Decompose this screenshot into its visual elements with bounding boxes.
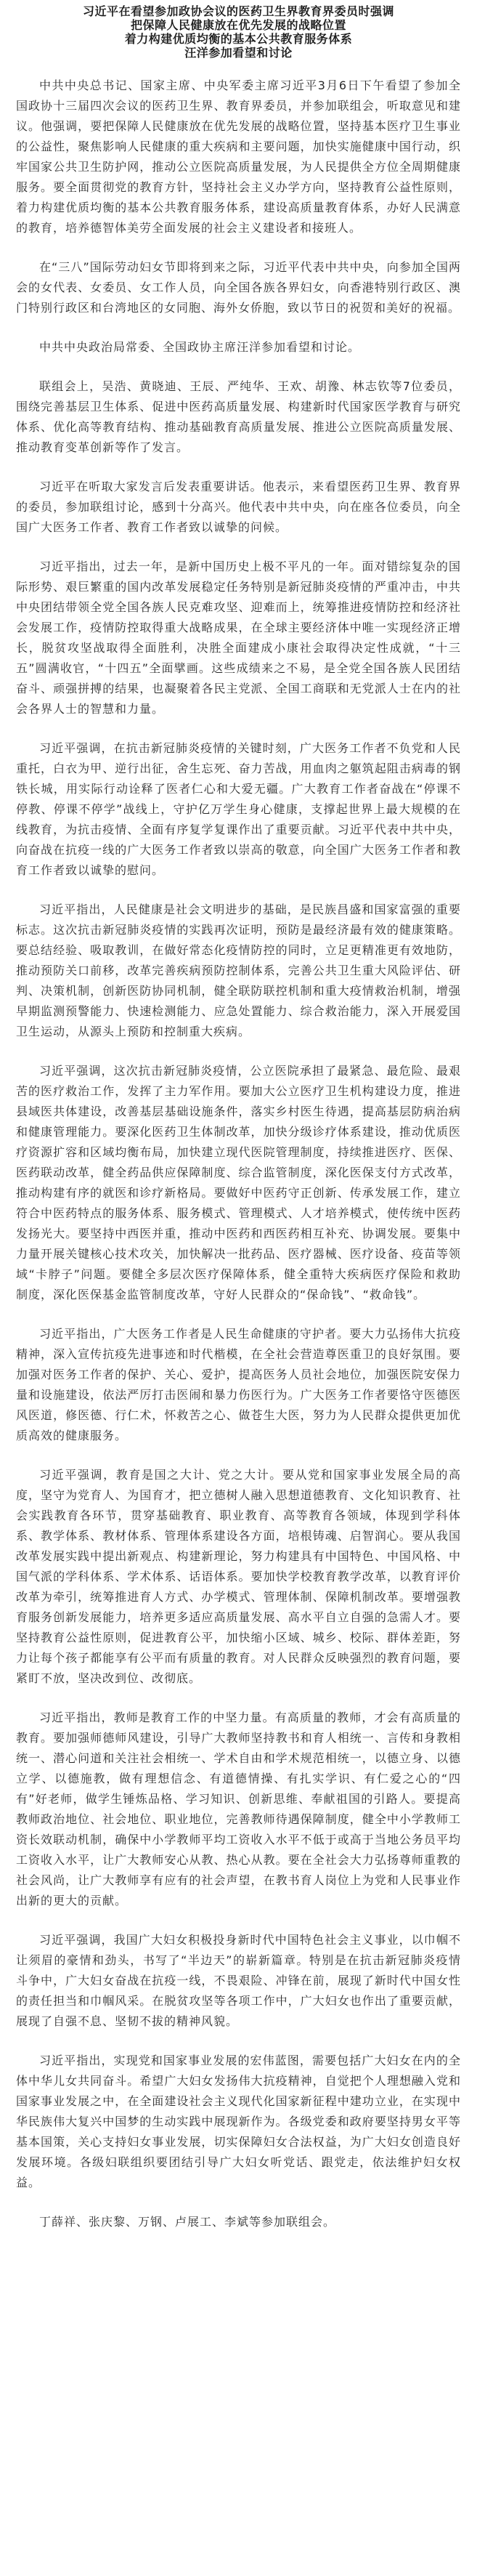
- womens-day-greeting-paragraph: 在“三八”国际劳动妇女节即将到来之际，习近平代表中共中央，向参加全国两会的女代表、女委员、女工作人员，向全国各族各界妇女，向香港特别行政区、澳门特别行政区和台湾地区的女同胞、海外女侨胞，致以节日的祝贺和美好的祝福。: [16, 260, 461, 315]
- article-body: [16, 76, 461, 2232]
- article-headline: [16, 4, 461, 60]
- speakers-paragraph: 联组会上，吴浩、黄晓迪、王辰、严纯华、王欢、胡豫、林志钦等7位委员，围绕完善基层卫生体系、促进中医药高质量发展、构建新时代国家医学教育与研究体系、优化高等教育结构、推动基础教育高质量发展、推进公立医院高质量发展、推动教育变革创新等作了发言。: [16, 379, 461, 454]
- headline-subtitle-health: 把保障人民健康放在优先发展的战略位置: [130, 18, 346, 32]
- headline-subtitle-attendance: 汪洋参加看望和讨论: [184, 46, 293, 60]
- headline-subtitle-education: 着力构建优质均衡的基本公共教育服务体系: [124, 32, 353, 46]
- women-development-paragraph: 习近平指出，实现党和国家事业发展的宏伟蓝图，需要包括广大妇女在内的全体中华儿女共同奋斗。希望广大妇女发扬伟大抗疫精神，自觉把个人理想融入党和国家事业发展之中，在全面建设社会主义现代化国家新征程中建功立业，在实现中华民族伟大复兴中国梦的生动实践中展现新作为。各级党委和政府要坚持男女平等基本国策，关心支持妇女事业发展，切实保障妇女合法权益，为广大妇女创造良好发展环境。各级妇联组织要团结引导广大妇女听党话、跟党走，依法维护妇女权益。: [16, 2054, 461, 2189]
- public-hospitals-reform-paragraph: 习近平强调，这次抗击新冠肺炎疫情，公立医院承担了最紧急、最危险、最艰苦的医疗救治工作，发挥了主力军作用。要加大公立医疗卫生机构建设力度，推进县域医共体建设，改善基层基础设施条件，落实乡村医生待遇，提高基层防病治病和健康管理能力。要深化医药卫生体制改革，加快分级诊疗体系建设，推动优质医疗资源扩容和区域均衡布局，加快建立现代医院管理制度，持续推进医疗、医保、医药联动改革，健全药品供应保障制度、综合监管制度，深化医保支付方式改革，推动构建有序的就医和诊疗新格局。要做好中医药守正创新、传承发展工作，建立符合中医药特点的服务体系、服务模式、管理模式、人才培养模式，使传统中医药发扬光大。要坚持中西医并重，推动中医药和西医药相互补充、协调发展。要集中力量开展关键核心技术攻关，加快解决一批药品、医疗器械、医疗设备、疫苗等领域“卡脖子”问题。要健全多层次医疗保障体系，健全重特大疾病医疗保险和救助制度，深化医保基金监管制度改革，守好人民群众的“保命钱”、“救命钱”。: [16, 1064, 461, 1301]
- headline-main: 习近平在看望参加政协会议的医药卫生界教育界委员时强调: [82, 4, 394, 18]
- teachers-paragraph: 习近平指出，教师是教育工作的中坚力量。有高质量的教师，才会有高质量的教育。要加强师德师风建设，引导广大教师坚持教书和育人相统一、言传和身教相统一、潜心问道和关注社会相统一、学术自由和学术规范相统一，以德立身、以德立学、以德施教，做有理想信念、有道德情操、有扎实学识、有仁爱之心的“四有”好老师，做学生锤炼品格、学习知识、创新思维、奉献祖国的引路人。要提高教师政治地位、社会地位、职业地位，完善教师待遇保障制度，健全中小学教师工资长效联动机制，确保中小学教师平均工资收入水平不低于或高于当地公务员平均工资收入水平，让广大教师安心从教、热心从教。要在全社会大力弘扬尊师重教的社会风尚，让广大教师享有应有的社会声望，在教书育人岗位上为党和人民事业作出新的更大的贡献。: [16, 1711, 461, 1907]
- pandemic-tribute-paragraph: 习近平强调，在抗击新冠肺炎疫情的关键时刻，广大医务工作者不负党和人民重托，白衣为甲、逆行出征，舍生忘死、奋力苦战，用血肉之躯筑起阻击病毒的钢铁长城，用实际行动诠释了医者仁心和大爱无疆。广大教育工作者奋战在“停课不停教、停课不停学”战线上，守护亿万学生身心健康，支撑起世界上最大规模的在线教育，为抗击疫情、全面有序复学复课作出了重要贡献。习近平代表中共中央，向奋战在抗疫一线的广大医务工作者致以崇高的敬意，向全国广大医务工作者和教育工作者致以诚挚的慰问。: [16, 741, 461, 877]
- closing-attendees-paragraph: 丁薛祥、张庆黎、万钢、卢展工、李斌等参加联组会。: [39, 2215, 336, 2229]
- speech-opening-paragraph: 习近平在听取大家发言后发表重要讲话。他表示，来看望医药卫生界、教育界的委员，参加联组讨论，感到十分高兴。他代表中共中央，向在座各位委员，向全国广大医务工作者、教育工作者致以诚挚的问候。: [16, 480, 461, 534]
- attendance-paragraph: 中共中央政治局常委、全国政协主席汪洋参加看望和讨论。: [39, 340, 361, 354]
- past-year-review-paragraph: 习近平指出，过去一年，是新中国历史上极不平凡的一年。面对错综复杂的国际形势、艰巨繁重的国内改革发展稳定任务特别是新冠肺炎疫情的严重冲击，中共中央团结带领全党全国各族人民克难攻坚、迎难而上，统筹推进疫情防控和经济社会发展工作，疫情防控取得重大战略成果，在全球主要经济体中唯一实现经济正增长，脱贫攻坚战取得全面胜利，决胜全面建成小康社会取得决定性成就，“十三五”圆满收官，“十四五”全面擘画。这些成绩来之不易，是全党全国各族人民团结奋斗、顽强拼搏的结果，也凝聚着各民主党派、全国工商联和无党派人士在内的社会各界人士的智慧和力量。: [16, 560, 461, 716]
- lead-paragraph: 中共中央总书记、国家主席、中央军委主席习近平3月6日下午看望了参加全国政协十三届四次会议的医药卫生界、教育界委员，并参加联组会，听取意见和建议。他强调，要把保障人民健康放在优先发展的战略位置，坚持基本医疗卫生事业的公益性，聚焦影响人民健康的重大疾病和主要问题，加快实施健康中国行动，织牢国家公共卫生防护网，推动公立医院高质量发展，为人民提供全方位全周期健康服务。要全面贯彻党的教育方针，坚持社会主义办学方向，坚持教育公益性原则，着力构建优质均衡的基本公共教育服务体系，建设高质量教育体系，办好人民满意的教育，培养德智体美劳全面发展的社会主义建设者和接班人。: [16, 78, 461, 235]
- women-contribution-paragraph: 习近平强调，我国广大妇女积极投身新时代中国特色社会主义事业，以巾帼不让须眉的豪情和劲头，书写了“半边天”的崭新篇章。特别是在抗击新冠肺炎疫情斗争中，广大妇女奋战在抗疫一线，不畏艰险、冲锋在前，展现了新时代中国女性的责任担当和巾帼风采。在脱贫攻坚等各项工作中，广大妇女也作出了重要贡献，展现了自强不息、坚韧不拔的精神风貌。: [16, 1933, 461, 2028]
- medical-workers-paragraph: 习近平指出，广大医务工作者是人民生命健康的守护者。要大力弘扬伟大抗疫精神，深入宣传抗疫先进事迹和时代楷模，在全社会营造尊医重卫的良好氛围。要加强对医务工作者的保护、关心、爱护，提高医务人员社会地位，加强医院安保力量和设施建设，依法严厉打击医闹和暴力伤医行为。广大医务工作者要恪守医德医风医道，修医德、行仁术，怀救苦之心、做苍生大医，努力为人民群众提供更加优质高效的健康服务。: [16, 1327, 461, 1442]
- education-policy-paragraph: 习近平强调，教育是国之大计、党之大计。要从党和国家事业发展全局的高度，坚守为党育人、为国育才，把立德树人融入思想道德教育、文化知识教育、社会实践教育各环节，贯穿基础教育、职业教育、高等教育各领域，体现到学科体系、教学体系、教材体系、管理体系建设各方面，培根铸魂、启智润心。要从我国改革发展实践中提出新观点、构建新理论，努力构建具有中国特色、中国风格、中国气派的学科体系、学术体系、话语体系。要加快学校教育教学改革，以教育评价改革为牵引，统筹推进育人方式、办学模式、管理体制、保障机制改革。要增强教育服务创新发展能力，培养更多适应高质量发展、高水平自立自强的急需人才。要坚持教育公益性原则，促进教育公平，加快缩小区域、城乡、校际、群体差距，努力让每个孩子都能享有公平而有质量的教育。对人民群众反映强烈的教育问题，要紧盯不放，坚决改到位、改彻底。: [16, 1468, 461, 1685]
- public-health-prevention-paragraph: 习近平指出，人民健康是社会文明进步的基础，是民族昌盛和国家富强的重要标志。这次抗击新冠肺炎疫情的实践再次证明，预防是最经济最有效的健康策略。要总结经验、吸取教训，在做好常态化疫情防控的同时，立足更精准更有效地防，推动预防关口前移，改革完善疾病预防控制体系，完善公共卫生重大风险评估、研判、决策机制，创新医防协同机制，健全联防联控机制和重大疫情救治机制，增强早期监测预警能力、快速检测能力、应急处置能力、综合救治能力，深入开展爱国卫生运动，从源头上预防和控制重大疾病。: [16, 903, 461, 1038]
